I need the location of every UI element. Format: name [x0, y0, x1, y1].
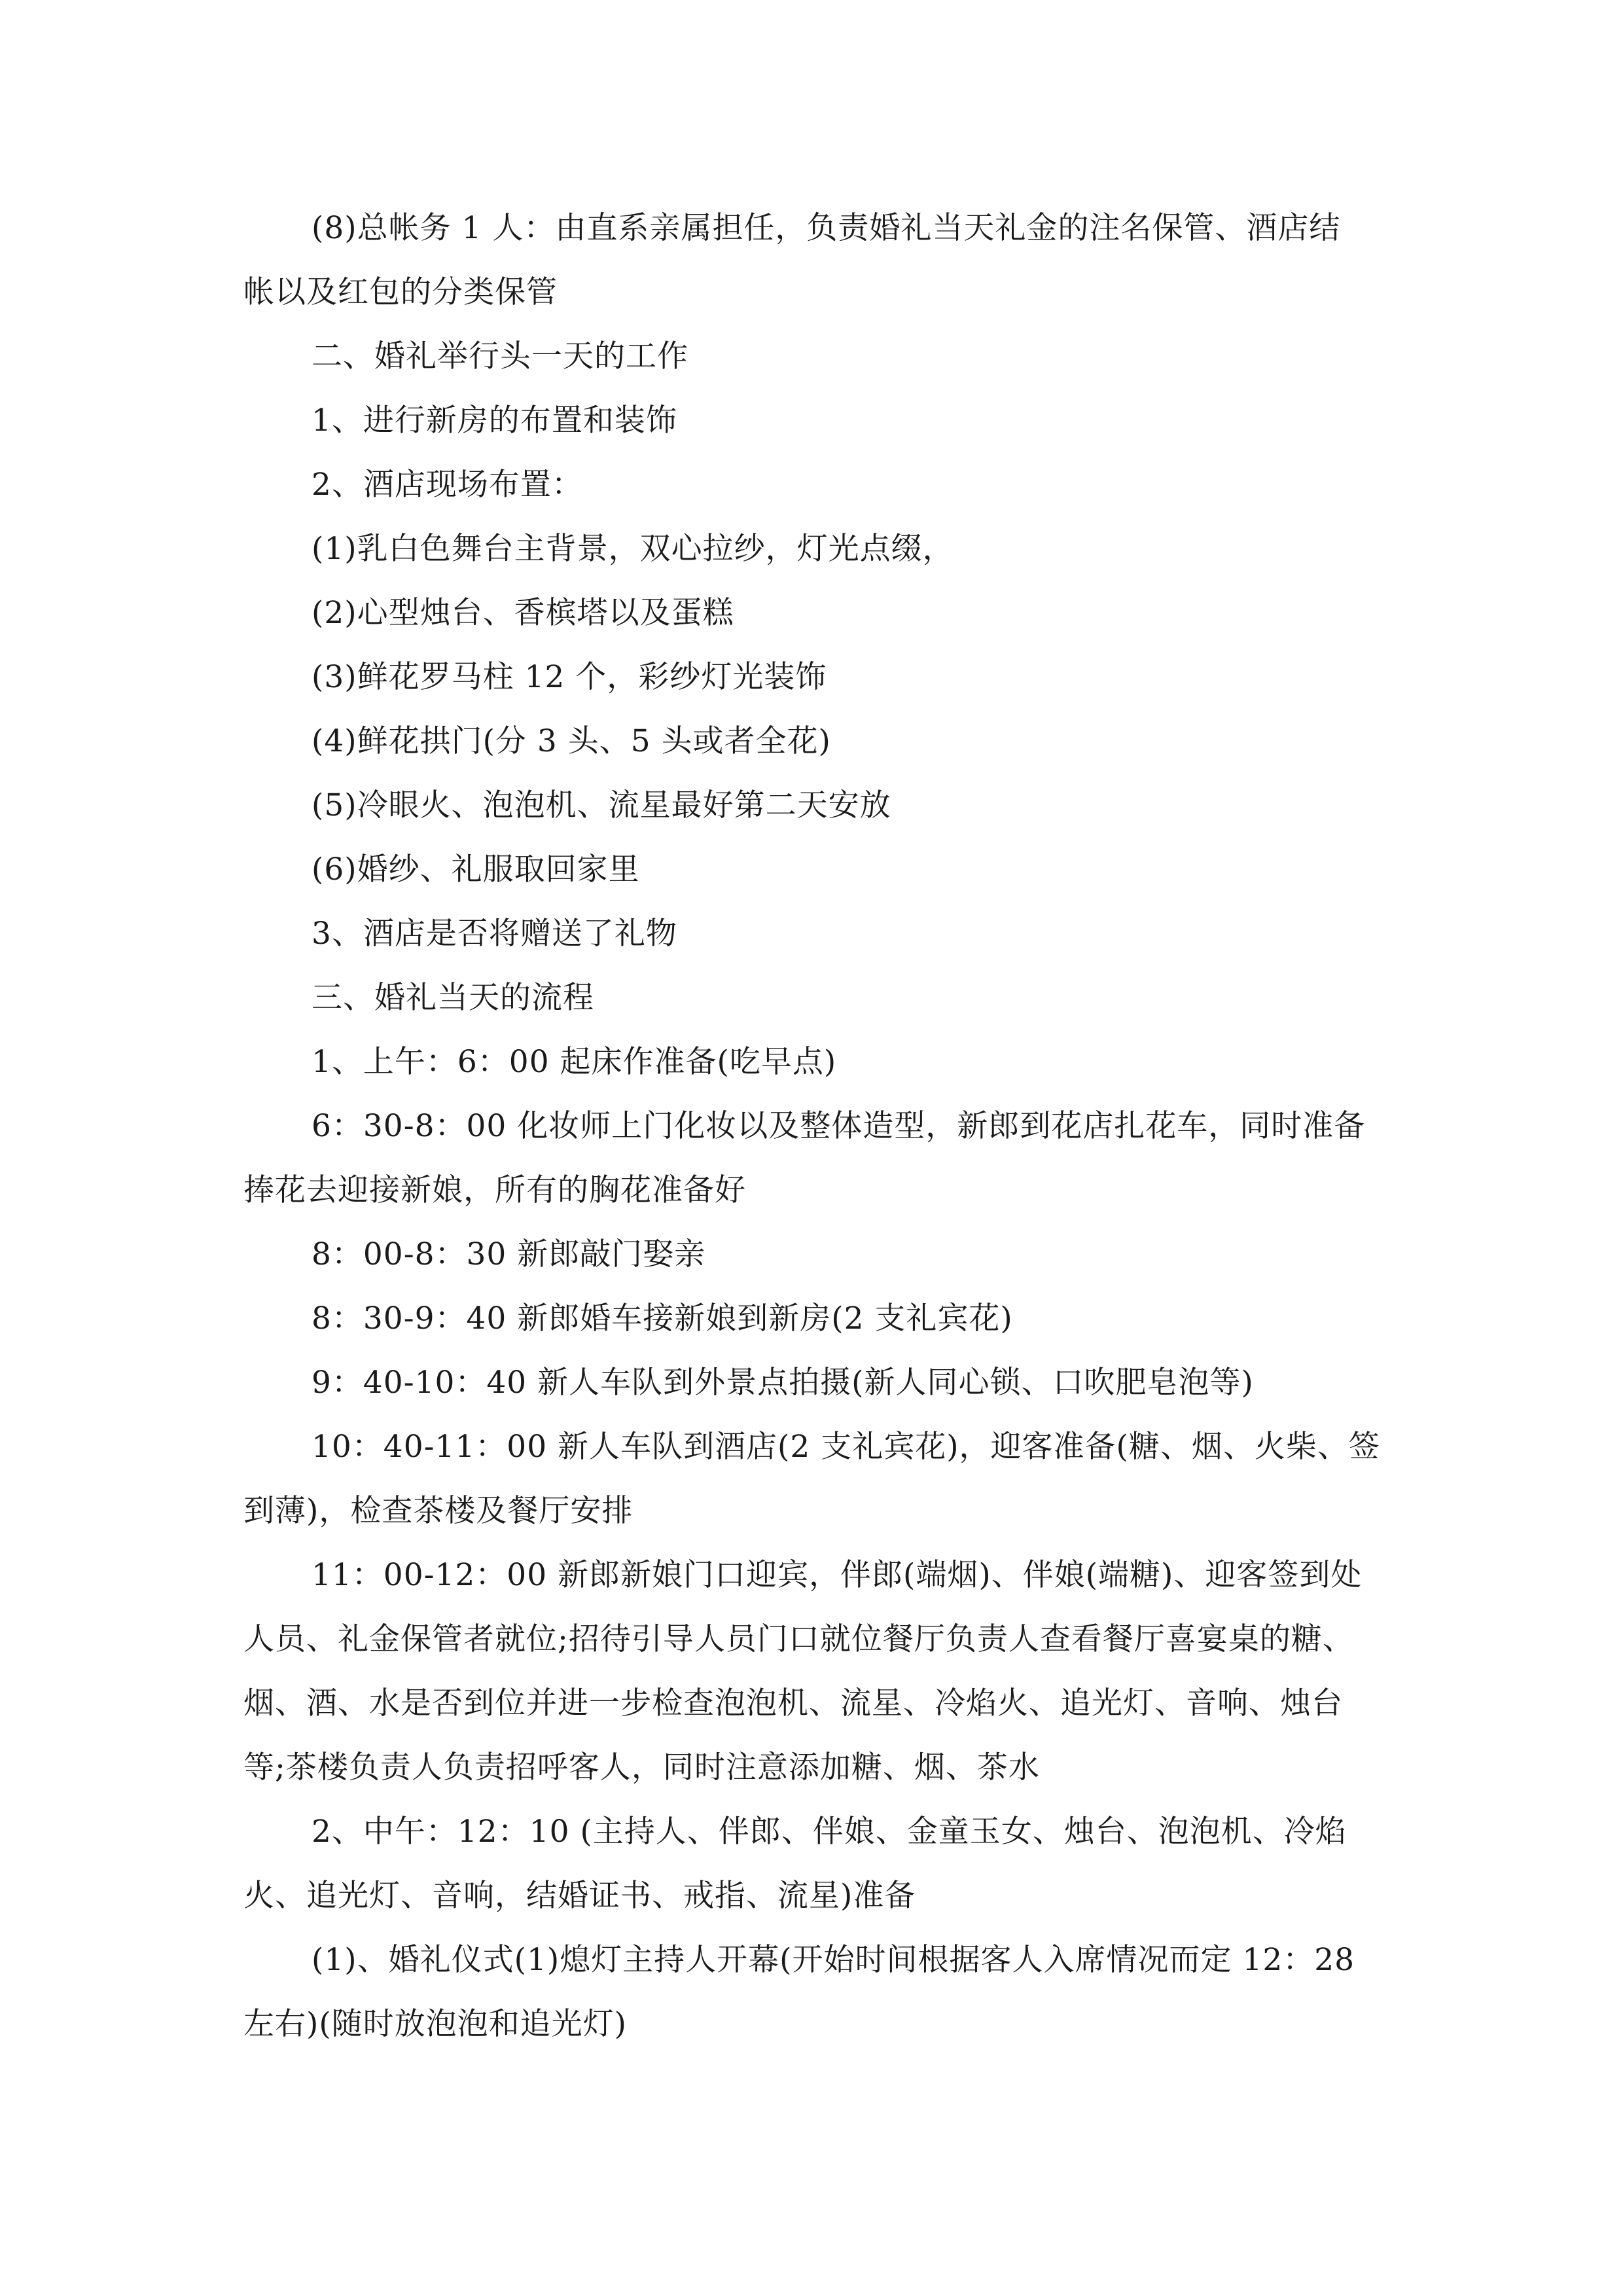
paragraph-continuation-line: 烟、酒、水是否到位并进一步检查泡泡机、流星、冷焰火、追光灯、音响、烛台	[243, 1685, 1343, 1721]
paragraph	[243, 645, 1389, 709]
paragraph	[243, 453, 1389, 517]
paragraph-line: (4)鲜花拱门(分 3 头、5 头或者全花)	[312, 723, 831, 759]
paragraph	[243, 902, 1389, 966]
paragraph-line: 1、进行新房的布置和装饰	[312, 403, 677, 439]
paragraph	[243, 1543, 1389, 1800]
paragraph-line: 3、酒店是否将赠送了礼物	[312, 916, 677, 952]
paragraph-line: 9：40-10：40 新人车队到外景点拍摄(新人同心锁、口吹肥皂泡等)	[312, 1365, 1254, 1401]
paragraph-line: 10：40-11：00 新人车队到酒店(2 支礼宾花)，迎客准备(糖、烟、火柴、签	[312, 1429, 1380, 1465]
paragraph-line: (1)、婚礼仪式(1)熄灯主持人开幕(开始时间根据客人入席情况而定 12：28	[312, 1942, 1355, 1978]
paragraph-continuation-line: 捧花去迎接新娘，所有的胸花准备好	[243, 1172, 746, 1208]
paragraph-line: 1、上午：6：00 起床作准备(吃早点)	[312, 1044, 837, 1080]
paragraph-continuation-line: 左右)(随时放泡泡和追光灯)	[243, 2006, 628, 2042]
paragraph-line: (2)心型烛台、香槟塔以及蛋糕	[312, 595, 734, 631]
paragraph	[243, 1928, 1389, 2056]
paragraph-line: 2、酒店现场布置：	[312, 467, 583, 503]
paragraph-line: 11：00-12：00 新郎新娘门口迎宾，伴郎(端烟)、伴娘(端糖)、迎客签到处	[312, 1557, 1363, 1593]
paragraph-line: 6：30-8：00 化妆师上门化妆以及整体造型，新郎到花店扎花车，同时准备	[312, 1108, 1366, 1144]
paragraph-line: 2、中午：12：10 (主持人、伴郎、伴娘、金童玉女、烛台、泡泡机、冷焰	[312, 1814, 1347, 1850]
paragraph-continuation-line: 火、追光灯、音响，结婚证书、戒指、流星)准备	[243, 1878, 916, 1914]
paragraph-line: (1)乳白色舞台主背景，双心拉纱，灯光点缀，	[312, 531, 954, 567]
paragraph	[243, 1030, 1389, 1094]
paragraph-continuation-line: 等;茶楼负责人负责招呼客人，同时注意添加糖、烟、茶水	[243, 1749, 1040, 1785]
paragraph-line: (6)婚纱、礼服取回家里	[312, 852, 640, 888]
paragraph	[243, 1800, 1389, 1928]
paragraph-line: (3)鲜花罗马柱 12 个，彩纱灯光装饰	[312, 659, 827, 695]
paragraph	[243, 709, 1389, 774]
paragraph	[243, 1223, 1389, 1287]
paragraph	[243, 838, 1389, 902]
paragraph	[243, 1094, 1389, 1223]
paragraph	[243, 517, 1389, 581]
paragraph	[243, 774, 1389, 838]
paragraph-line: 8：00-8：30 新郎敲门娶亲	[312, 1236, 706, 1272]
paragraph-continuation-line: 人员、礼金保管者就位;招待引导人员门口就位餐厅负责人查看餐厅喜宴桌的糖、	[243, 1621, 1354, 1657]
paragraph-line: 二、婚礼举行头一天的工作	[312, 338, 688, 374]
paragraph-continuation-line: 帐以及红包的分类保管	[243, 274, 558, 310]
paragraph	[243, 581, 1389, 645]
paragraph-line: 三、婚礼当天的流程	[312, 980, 594, 1016]
paragraph-line: (5)冷眼火、泡泡机、流星最好第二天安放	[312, 787, 891, 823]
paragraph	[243, 966, 1389, 1030]
paragraph-line: (8)总帐务 1 人：由直系亲属担任，负责婚礼当天礼金的注名保管、酒店结	[312, 210, 1341, 246]
document-body	[243, 196, 1389, 2056]
paragraph	[243, 1415, 1389, 1543]
paragraph-continuation-line: 到薄)，检查茶楼及餐厅安排	[243, 1493, 633, 1529]
paragraph	[243, 1287, 1389, 1351]
paragraph	[243, 389, 1389, 453]
paragraph-line: 8：30-9：40 新郎婚车接新娘到新房(2 支礼宾花)	[312, 1300, 1013, 1336]
paragraph	[243, 196, 1389, 325]
paragraph	[243, 325, 1389, 389]
paragraph	[243, 1351, 1389, 1415]
